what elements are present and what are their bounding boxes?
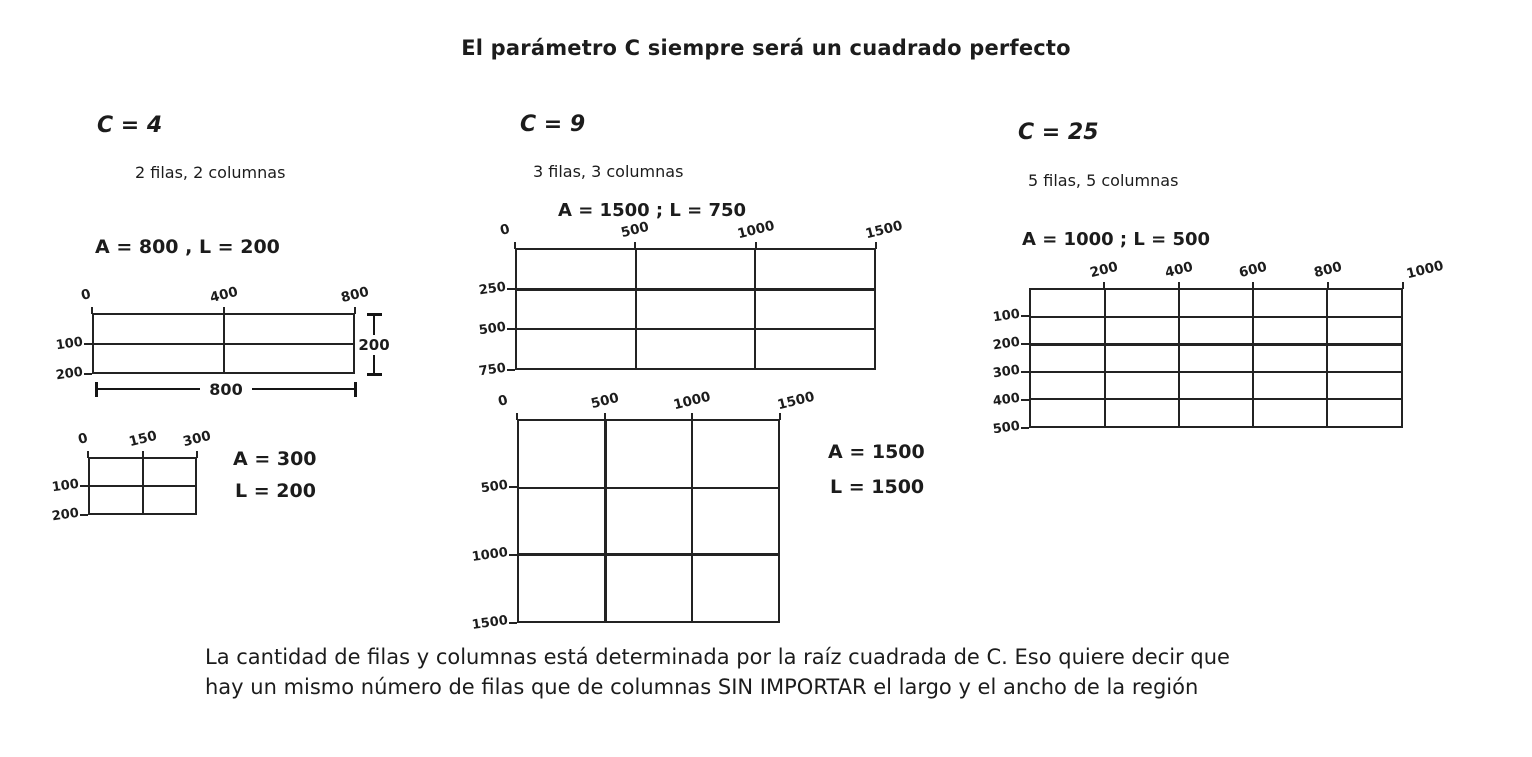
grid-box — [515, 248, 876, 370]
x-tick-label: 1000 — [672, 388, 713, 414]
y-tick-label: 200 — [54, 364, 84, 384]
footer-explanation-line1: La cantidad de filas y columnas está determinada por la raíz cuadrada de C. Eso quiere decir que — [205, 645, 1230, 669]
y-tick-mark — [84, 343, 92, 345]
section-c4-heading: C = 4 — [97, 113, 163, 138]
y-tick-mark — [1021, 371, 1029, 373]
grid-row-line — [1031, 398, 1401, 400]
x-tick-mark — [1252, 282, 1254, 289]
x-tick-mark — [1178, 282, 1180, 289]
footer-explanation-line2: hay un mismo número de filas que de columnas SIN IMPORTAR el largo y el ancho de la región — [205, 675, 1199, 699]
grid-c4-example1 — [54, 283, 371, 384]
grid-row-line — [90, 485, 195, 487]
grid-row-line — [517, 288, 874, 290]
section-c4-formula: A = 800 , L = 200 — [95, 236, 280, 258]
y-tick-mark — [1021, 427, 1029, 429]
x-tick-mark — [755, 242, 757, 249]
grid-column-line — [604, 421, 606, 621]
grid-row-line — [519, 487, 778, 489]
y-tick-label: 500 — [991, 418, 1021, 438]
grid-c9-example1 — [477, 217, 905, 380]
height-measurement-label: 200 — [358, 335, 390, 354]
bracket-line — [373, 316, 376, 335]
x-tick-mark — [87, 451, 89, 458]
grid-row-line — [517, 328, 874, 330]
grid-column-line — [1178, 290, 1180, 426]
x-tick-mark — [516, 413, 518, 420]
y-tick-mark — [507, 328, 515, 330]
x-tick-mark — [1103, 282, 1105, 289]
bracket-right-cap — [354, 382, 357, 397]
section-c25-heading: C = 25 — [1018, 120, 1099, 145]
y-tick-label: 100 — [50, 476, 80, 496]
x-tick-label: 800 — [339, 283, 371, 307]
section-c25-formula: A = 1000 ; L = 500 — [1022, 229, 1211, 250]
bracket-line — [98, 388, 201, 391]
grid-box — [92, 313, 355, 374]
y-tick-mark — [80, 514, 88, 516]
y-tick-mark — [509, 622, 517, 624]
x-tick-label: 600 — [1237, 258, 1270, 282]
y-tick-label: 300 — [991, 362, 1021, 382]
section-c9-subheading: 3 filas, 3 columnas — [533, 162, 684, 181]
y-tick-label: 500 — [479, 477, 509, 497]
grid-row-line — [1031, 343, 1401, 345]
section-c25-subheading: 5 filas, 5 columnas — [1028, 171, 1179, 190]
grid-column-line — [1252, 290, 1254, 426]
section-c4-subheading: 2 filas, 2 columnas — [135, 163, 286, 182]
grid2-length-label: L = 200 — [235, 480, 316, 502]
x-tick-mark — [604, 413, 606, 420]
x-tick-mark — [634, 242, 636, 249]
x-tick-mark — [691, 413, 693, 420]
width-measurement-bracket — [95, 380, 357, 398]
x-tick-mark — [875, 242, 877, 249]
grid-column-line — [754, 250, 756, 368]
x-tick-label: 0 — [498, 221, 512, 239]
grid-box — [517, 419, 780, 623]
grid4-area-label: A = 1500 — [828, 441, 925, 463]
y-tick-label: 500 — [477, 320, 507, 339]
x-tick-label: 1500 — [863, 217, 905, 243]
grid-row-line — [1031, 316, 1401, 318]
y-tick-label: 100 — [991, 306, 1021, 326]
x-tick-label: 1000 — [1404, 257, 1446, 283]
x-tick-mark — [354, 307, 356, 314]
page-title: El parámetro C siempre será un cuadrado perfecto — [461, 36, 1071, 60]
y-tick-mark — [509, 486, 517, 488]
x-tick-mark — [1402, 282, 1404, 289]
grid-c25-example — [991, 257, 1446, 438]
section-c9-formula: A = 1500 ; L = 750 — [558, 200, 747, 221]
grid-box — [1029, 288, 1403, 428]
x-tick-mark — [196, 451, 198, 458]
y-tick-label: 250 — [477, 279, 507, 298]
grid-box — [88, 457, 197, 515]
y-tick-label: 1000 — [470, 545, 509, 566]
height-measurement-bracket — [358, 313, 390, 376]
grid-column-line — [635, 250, 637, 368]
width-measurement-label: 800 — [209, 379, 243, 399]
bracket-line — [373, 355, 376, 374]
grid-c9-example2 — [470, 388, 817, 633]
x-tick-label: 500 — [588, 389, 621, 413]
x-tick-mark — [1327, 282, 1329, 289]
x-tick-label: 0 — [79, 286, 93, 304]
x-tick-mark — [142, 451, 144, 458]
grid-column-line — [691, 421, 693, 621]
y-tick-mark — [80, 485, 88, 487]
y-tick-mark — [1021, 343, 1029, 345]
x-tick-mark — [91, 307, 93, 314]
x-tick-label: 0 — [76, 430, 90, 448]
y-tick-label: 1500 — [470, 613, 509, 633]
y-tick-mark — [509, 554, 517, 556]
grid4-length-label: L = 1500 — [830, 476, 925, 498]
x-tick-label: 500 — [619, 218, 651, 242]
grid-column-line — [1104, 290, 1106, 426]
x-tick-label: 400 — [207, 283, 240, 307]
y-tick-label: 200 — [50, 505, 80, 525]
grid-c4-example2 — [50, 427, 213, 525]
y-tick-mark — [1021, 315, 1029, 317]
y-tick-label: 750 — [477, 360, 507, 380]
bracket-bottom-cap — [367, 373, 382, 376]
x-tick-label: 300 — [181, 427, 213, 451]
y-tick-mark — [1021, 399, 1029, 401]
y-tick-label: 100 — [54, 334, 84, 353]
x-tick-label: 1500 — [775, 388, 817, 414]
y-tick-mark — [507, 369, 515, 371]
x-tick-mark — [779, 413, 781, 420]
y-tick-mark — [84, 373, 92, 375]
grid-row-line — [1031, 371, 1401, 373]
grid2-area-label: A = 300 — [233, 448, 317, 470]
x-tick-label: 400 — [1162, 258, 1195, 282]
x-tick-label: 200 — [1088, 258, 1120, 282]
x-tick-mark — [514, 242, 516, 249]
x-tick-label: 0 — [496, 392, 510, 410]
x-tick-mark — [223, 307, 225, 314]
y-tick-label: 200 — [991, 334, 1021, 354]
x-tick-label: 800 — [1312, 258, 1344, 282]
grid-row-line — [519, 553, 778, 555]
section-c9-heading: C = 9 — [520, 112, 586, 137]
x-tick-label: 150 — [126, 427, 159, 451]
y-tick-label: 400 — [991, 390, 1021, 410]
grid-column-line — [1326, 290, 1328, 426]
y-tick-mark — [507, 288, 515, 290]
x-tick-label: 1000 — [735, 217, 776, 243]
bracket-line — [252, 388, 355, 391]
grid-row-line — [94, 343, 353, 345]
